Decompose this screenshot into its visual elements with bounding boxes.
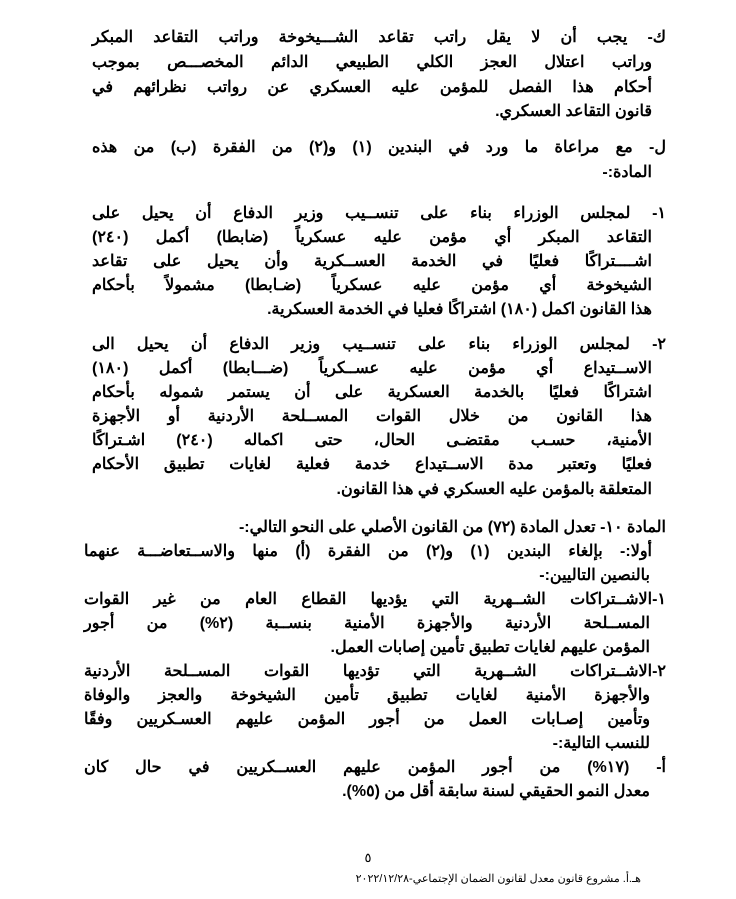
text-line: الشيخوخة أي مؤمن عليه عسكرياً (ضـابطا) مشمولاً بأحكام bbox=[92, 277, 652, 294]
page-number: ٥ bbox=[364, 850, 372, 865]
text-line: وراتب اعتلال العجز الكلي الطبيعي الدائم المخصـــص بموجب bbox=[92, 54, 652, 71]
text-line: أحكام هذا الفصل للمؤمن عليه العسكري عن رواتب نظرائهم في bbox=[92, 79, 652, 96]
text-line: ك- يجب أن لا يقل راتب تقاعد الشـــيخوخة وراتب التقاعد المبكر bbox=[92, 29, 666, 46]
text-line: أ- (١٧%) من أجور المؤمن عليهم العســكريين في حال كان bbox=[84, 759, 666, 776]
text-line: اشــــتراكًا فعليًا في الخدمة العســكرية وأن يحيل على تقاعد bbox=[92, 253, 652, 270]
text-line: التقاعد المبكر أي مؤمن عليه عسكرياً (ضابطا) أكمل (٢٤٠) bbox=[92, 229, 652, 246]
text-line: الاســتيداع أي مؤمن عليه عســكرياً (ضـــابطا) أكمل (١٨٠) bbox=[92, 360, 652, 377]
text-line: المادة:- bbox=[602, 164, 652, 181]
text-line: ٢- لمجلس الوزراء بناء على تنســيب وزير الدفاع أن يحيل الى bbox=[92, 336, 666, 353]
text-line: اشتراكًا فعليًا بالخدمة العسكرية على أن يستمر شموله بأحكام bbox=[92, 384, 652, 401]
text-line: ٢-الاشــتراكات الشــهرية التي تؤديها القوات المســلحة الأردنية bbox=[84, 663, 666, 680]
text-line: المؤمن عليهم لغايات تطبيق تأمين إصابات العمل. bbox=[330, 639, 650, 656]
text-line: معدل النمو الحقيقي لسنة سابقة أقل من (٥%). bbox=[342, 783, 650, 800]
text-line: للنسب التالية:- bbox=[552, 735, 650, 752]
text-line: هذا القانون اكمل (١٨٠) اشتراكًا فعليا في الخدمة العسكرية. bbox=[267, 301, 652, 318]
footer: هـ.أ. مشروع قانون معدل لقانون الضمان الإجتماعي-٢٠٢٢/١٢/٢٨ bbox=[355, 873, 641, 885]
text-line: والأجهزة الأمنية لغايات تطبيق تأمين الشيخوخة والعجز والوفاة bbox=[84, 687, 650, 704]
text-line: هذا القانون من خلال القوات المســلحة الأردنية أو الأجهزة bbox=[92, 408, 652, 425]
text-line: ١- لمجلس الوزراء بناء على تنســيب وزير الدفاع أن يحيل على bbox=[92, 205, 666, 222]
text-line: المتعلقة بالمؤمن عليه العسكري في هذا القانون. bbox=[336, 481, 652, 498]
text-line: المســلحة الأردنية والأجهزة الأمنية بنســبة (٢%) من أجور bbox=[84, 615, 650, 632]
text-line: ل- مع مراعاة ما ورد في البندين (١) و(٢) من الفقرة (ب) من هذه bbox=[92, 139, 666, 156]
text-line: قانون التقاعد العسكري. bbox=[495, 103, 652, 120]
text-line: بالنصين التاليين:- bbox=[539, 567, 650, 584]
text-line: ١-الاشــتراكات الشــهرية التي يؤديها القطاع العام من غير القوات bbox=[84, 591, 666, 608]
text-line: الأمنية، حسـب مقتضـى الحال، حتى اكماله (٢٤٠) اشـتراكًا bbox=[92, 432, 652, 449]
article-heading: المادة ١٠- تعدل المادة (٧٢) من القانون الأصلي على النحو التالي:- bbox=[238, 519, 666, 536]
text-line: فعليًا وتعتبر مدة الاســتيداع خدمة فعلية لغايات تطبيق الأحكام bbox=[92, 456, 652, 473]
text-line: وتأمين إصـابات العمل من أجور المؤمن عليهم العسـكريين وفقًا bbox=[84, 711, 650, 728]
text-line: أولا:- بإلغاء البندين (١) و(٢) من الفقرة (أ) منها والاســتعاضـــة عنهما bbox=[84, 543, 652, 560]
